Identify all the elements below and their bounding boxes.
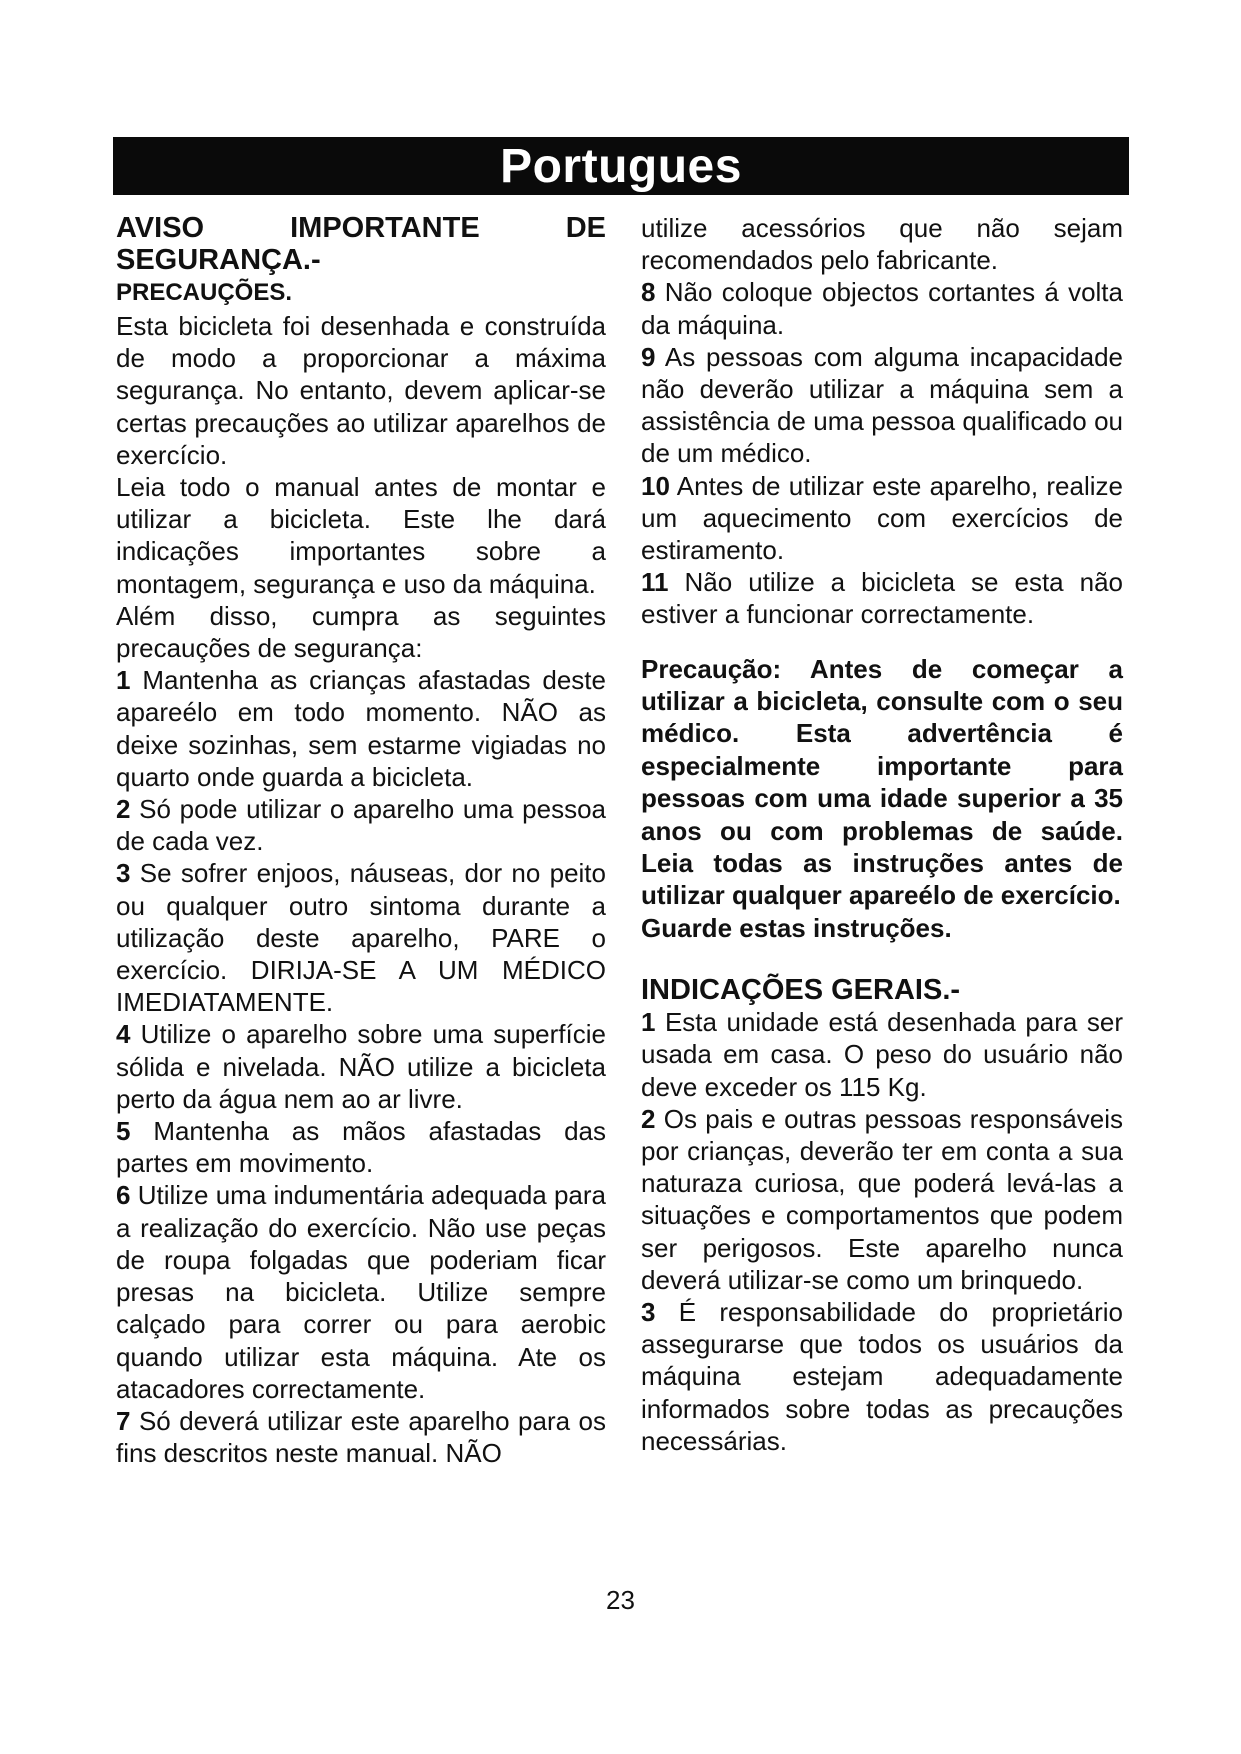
language-header [113,137,1129,195]
list-item: 9 As pessoas com alguma incapacidade não deverão utilizar a máquina sem a assistência de uma pessoa qualificado ou de um médico. [641,341,1124,469]
list-item: 3 Se sofrer enjoos, náuseas, dor no peito ou qualquer outro sintoma durante a utilização deste aparelho, PARE o exercício. DIRIJA-SE A UM MÉDICO IMEDIATAMENTE. [116,858,606,1018]
precautions-subheading: PRECAUÇÕES. [116,279,293,306]
keep-instructions: Guarde estas instruções. [641,912,952,943]
list-item: 8 Não coloque objectos cortantes á volta da máquina. [641,277,1123,340]
language-title: Portugues [500,139,742,193]
left-column [116,212,606,1469]
intro-paragraph-3: Além disso, cumpra as seguintes precauções de segurança: [116,600,606,664]
list-item: 1 Mantenha as crianças afastadas deste apareélo em todo momento. NÃO as deixe sozinhas, sem estarme vigiadas no quarto onde guarda a bicicleta. [116,665,606,792]
list-item: 3 É responsabilidade do proprietário assegurarse que todos os usuários da máquina estejam adequadamente informados sobre todas as precauções necessárias. [641,1296,1123,1456]
right-column [641,212,1123,1457]
list-item: 6 Utilize uma indumentária adequada para a realização do exercício. Não use peças de roupa folgadas que poderiam ficar presas na bicicleta. Utilize sempre calçado para correr ou para aerobic quando utilizar esta máquina. Ate os atacadores correctamente. [116,1180,606,1404]
list-item: 7 Só deverá utilizar este aparelho para os fins descritos neste manual. NÃO [116,1405,606,1469]
general-heading: INDICAÇÕES GERAIS.- [641,974,961,1007]
continuation-text: utilize acessórios que não sejam recomendados pelo fabricante. [641,213,1123,276]
list-item: 5 Mantenha as mãos afastadas das partes em movimento. [116,1116,606,1179]
intro-paragraph-2: Leia todo o manual antes de montar e utilizar a bicicleta. Este lhe dará indicações importantes sobre a montagem, segurança e uso da máquina. [116,472,606,599]
list-item: 1 Esta unidade está desenhada para ser usada em casa. O peso do usuário não deve exceder os 115 Kg. [641,1007,1123,1102]
page-number: 23 [606,1585,635,1615]
list-item: 4 Utilize o aparelho sobre uma superfície sólida e nivelada. NÃO utilize a bicicleta perto da água nem ao ar livre. [116,1019,606,1114]
list-item: 2 Só pode utilizar o aparelho uma pessoa de cada vez. [116,794,606,857]
safety-heading: AVISO IMPORTANTE DE SEGURANÇA.- [116,212,606,276]
list-item: 10 Antes de utilizar este aparelho, realize um aquecimento com exercícios de estiramento. [641,470,1123,566]
medical-warning: Precaução: Antes de começar a utilizar a bicicleta, consulte com o seu médico. Esta advertência é especialmente importante para pessoas com uma idade superior a 35 anos ou com problemas de saúde. Leia todas as instruções antes de utilizar qualquer apareélo de exercício. [641,653,1123,911]
intro-paragraph: Esta bicicleta foi desenhada e construída de modo a proporcionar a máxima segurança. No entanto, devem aplicar-se certas precauções ao utilizar aparelhos de exercício. [116,311,606,470]
list-item: 11 Não utilize a bicicleta se esta não estiver a funcionar correctamente. [641,567,1123,630]
list-item: 2 Os pais e outras pessoas responsáveis por crianças, deverão ter em conta a sua naturaza curiosa, que poderá levá-las a situações e comportamentos que podem ser perigosos. Este aparelho nunca deverá utilizar-se como um brinquedo. [641,1103,1123,1295]
